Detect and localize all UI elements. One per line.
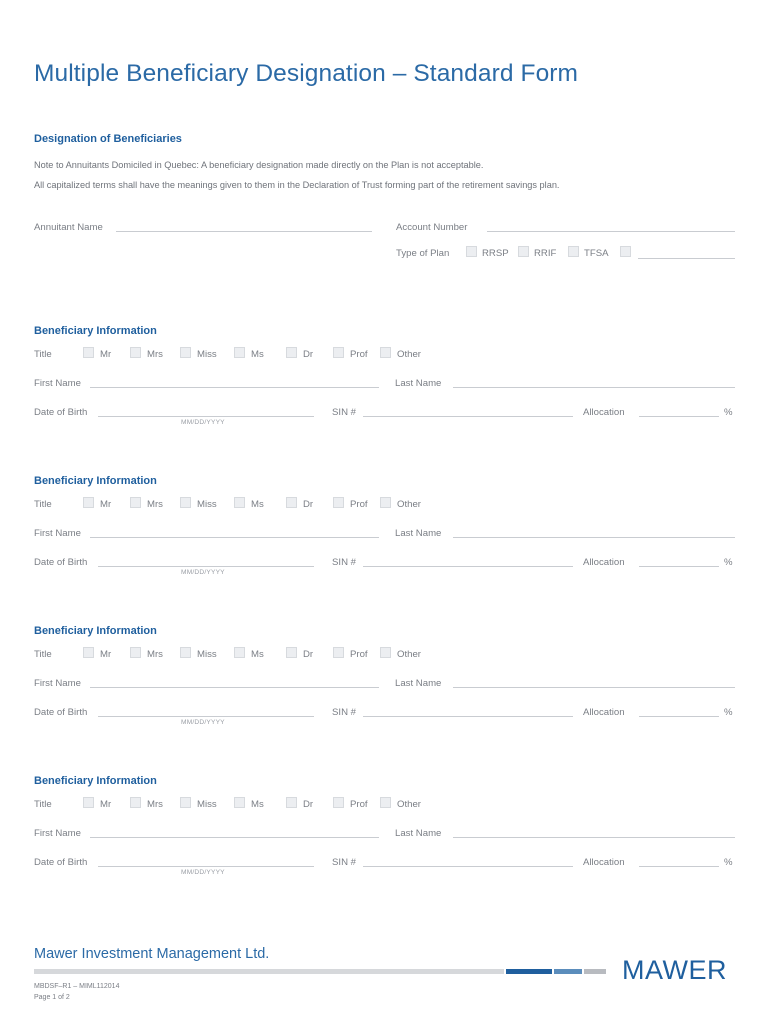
beneficiary-heading: Beneficiary Information bbox=[34, 475, 157, 487]
title-option-label: Prof bbox=[350, 349, 368, 360]
title-option-label: Other bbox=[397, 349, 421, 360]
dob-format-hint: MM/DD/YYYY bbox=[181, 719, 225, 726]
title-checkbox-ms[interactable] bbox=[234, 797, 245, 808]
first-name-label: First Name bbox=[34, 828, 81, 839]
footer-grey-bar bbox=[34, 969, 504, 974]
title-checkbox-mr[interactable] bbox=[83, 497, 94, 508]
title-checkbox-dr[interactable] bbox=[286, 497, 297, 508]
title-checkbox-prof[interactable] bbox=[333, 797, 344, 808]
allocation-field[interactable] bbox=[639, 566, 719, 567]
account-number-field[interactable] bbox=[487, 231, 735, 232]
other-plan-checkbox[interactable] bbox=[620, 246, 631, 257]
allocation-label: Allocation bbox=[583, 407, 625, 418]
quebec-note: Note to Annuitants Domiciled in Quebec: A beneficiary designation made directly on the Plan is not acceptable. bbox=[34, 160, 484, 170]
title-option-label: Dr bbox=[303, 799, 314, 810]
title-checkbox-mrs[interactable] bbox=[130, 497, 141, 508]
title-option-label: Mr bbox=[100, 799, 112, 810]
first-name-label: First Name bbox=[34, 528, 81, 539]
last-name-label: Last Name bbox=[395, 828, 442, 839]
type-of-plan-label: Type of Plan bbox=[396, 248, 450, 259]
allocation-field[interactable] bbox=[639, 716, 719, 717]
title-checkbox-other[interactable] bbox=[380, 347, 391, 358]
title-checkbox-dr[interactable] bbox=[286, 797, 297, 808]
title-option-label: Other bbox=[397, 499, 421, 510]
title-option-label: Ms bbox=[251, 799, 264, 810]
sin-field[interactable] bbox=[363, 416, 573, 417]
title-checkbox-mr[interactable] bbox=[83, 647, 94, 658]
last-name-field[interactable] bbox=[453, 687, 735, 688]
annuitant-name-field[interactable] bbox=[116, 231, 372, 232]
title-option-label: Ms bbox=[251, 349, 264, 360]
title-checkbox-dr[interactable] bbox=[286, 647, 297, 658]
title-label: Title bbox=[34, 349, 52, 360]
last-name-field[interactable] bbox=[453, 537, 735, 538]
title-option-label: Miss bbox=[197, 499, 217, 510]
title-checkbox-ms[interactable] bbox=[234, 497, 245, 508]
first-name-label: First Name bbox=[34, 678, 81, 689]
last-name-field[interactable] bbox=[453, 387, 735, 388]
rrsp-checkbox[interactable] bbox=[466, 246, 477, 257]
title-option-label: Mrs bbox=[147, 799, 163, 810]
sin-label: SIN # bbox=[332, 707, 356, 718]
beneficiary-heading: Beneficiary Information bbox=[34, 625, 157, 637]
title-option-label: Mr bbox=[100, 499, 112, 510]
allocation-field[interactable] bbox=[639, 866, 719, 867]
footer-end-bar bbox=[584, 969, 606, 974]
title-checkbox-ms[interactable] bbox=[234, 647, 245, 658]
title-option-label: Mrs bbox=[147, 349, 163, 360]
title-checkbox-other[interactable] bbox=[380, 647, 391, 658]
dob-field[interactable] bbox=[98, 716, 314, 717]
account-number-label: Account Number bbox=[396, 222, 468, 233]
page-title: Multiple Beneficiary Designation – Standard Form bbox=[34, 60, 579, 87]
title-checkbox-prof[interactable] bbox=[333, 647, 344, 658]
designation-heading: Designation of Beneficiaries bbox=[34, 133, 182, 145]
annuitant-name-label: Annuitant Name bbox=[34, 222, 103, 233]
last-name-label: Last Name bbox=[395, 378, 442, 389]
first-name-label: First Name bbox=[34, 378, 81, 389]
title-option-label: Prof bbox=[350, 649, 368, 660]
beneficiary-heading: Beneficiary Information bbox=[34, 775, 157, 787]
first-name-field[interactable] bbox=[90, 387, 379, 388]
tfsa-checkbox[interactable] bbox=[568, 246, 579, 257]
allocation-label: Allocation bbox=[583, 857, 625, 868]
title-option-label: Mrs bbox=[147, 499, 163, 510]
percent-sign: % bbox=[724, 707, 733, 718]
rrif-label: RRIF bbox=[534, 248, 557, 259]
title-checkbox-mr[interactable] bbox=[83, 797, 94, 808]
last-name-label: Last Name bbox=[395, 528, 442, 539]
sin-field[interactable] bbox=[363, 866, 573, 867]
title-option-label: Dr bbox=[303, 499, 314, 510]
first-name-field[interactable] bbox=[90, 537, 379, 538]
percent-sign: % bbox=[724, 557, 733, 568]
percent-sign: % bbox=[724, 407, 733, 418]
title-option-label: Ms bbox=[251, 499, 264, 510]
title-checkbox-miss[interactable] bbox=[180, 797, 191, 808]
sin-label: SIN # bbox=[332, 557, 356, 568]
title-option-label: Miss bbox=[197, 649, 217, 660]
title-checkbox-ms[interactable] bbox=[234, 347, 245, 358]
title-checkbox-mrs[interactable] bbox=[130, 347, 141, 358]
dob-label: Date of Birth bbox=[34, 857, 88, 868]
rrif-checkbox[interactable] bbox=[518, 246, 529, 257]
page-number: Page 1 of 2 bbox=[34, 994, 70, 1001]
title-option-label: Prof bbox=[350, 799, 368, 810]
footer-mid-bar bbox=[554, 969, 582, 974]
title-label: Title bbox=[34, 799, 52, 810]
company-name: Mawer Investment Management Ltd. bbox=[34, 946, 270, 962]
last-name-label: Last Name bbox=[395, 678, 442, 689]
title-option-label: Other bbox=[397, 799, 421, 810]
title-label: Title bbox=[34, 649, 52, 660]
first-name-field[interactable] bbox=[90, 837, 379, 838]
dob-label: Date of Birth bbox=[34, 707, 88, 718]
dob-label: Date of Birth bbox=[34, 407, 88, 418]
allocation-label: Allocation bbox=[583, 557, 625, 568]
sin-label: SIN # bbox=[332, 407, 356, 418]
title-checkbox-miss[interactable] bbox=[180, 347, 191, 358]
mawer-logo: MAWER bbox=[622, 955, 727, 985]
terms-note: All capitalized terms shall have the meanings given to them in the Declaration of Trust forming part of the retirement savings plan. bbox=[34, 180, 560, 190]
title-option-label: Dr bbox=[303, 649, 314, 660]
title-checkbox-mr[interactable] bbox=[83, 347, 94, 358]
title-checkbox-prof[interactable] bbox=[333, 347, 344, 358]
title-option-label: Mrs bbox=[147, 649, 163, 660]
title-checkbox-dr[interactable] bbox=[286, 347, 297, 358]
title-option-label: Mr bbox=[100, 349, 112, 360]
other-plan-field[interactable] bbox=[638, 258, 735, 259]
dob-field[interactable] bbox=[98, 416, 314, 417]
sin-field[interactable] bbox=[363, 716, 573, 717]
title-option-label: Ms bbox=[251, 649, 264, 660]
title-checkbox-other[interactable] bbox=[380, 797, 391, 808]
title-option-label: Mr bbox=[100, 649, 112, 660]
sin-field[interactable] bbox=[363, 566, 573, 567]
dob-format-hint: MM/DD/YYYY bbox=[181, 869, 225, 876]
percent-sign: % bbox=[724, 857, 733, 868]
sin-label: SIN # bbox=[332, 857, 356, 868]
dob-format-hint: MM/DD/YYYY bbox=[181, 419, 225, 426]
title-checkbox-prof[interactable] bbox=[333, 497, 344, 508]
title-checkbox-other[interactable] bbox=[380, 497, 391, 508]
title-checkbox-miss[interactable] bbox=[180, 497, 191, 508]
dob-label: Date of Birth bbox=[34, 557, 88, 568]
title-option-label: Miss bbox=[197, 799, 217, 810]
title-checkbox-mrs[interactable] bbox=[130, 647, 141, 658]
title-checkbox-mrs[interactable] bbox=[130, 797, 141, 808]
rrsp-label: RRSP bbox=[482, 248, 509, 259]
first-name-field[interactable] bbox=[90, 687, 379, 688]
title-checkbox-miss[interactable] bbox=[180, 647, 191, 658]
allocation-label: Allocation bbox=[583, 707, 625, 718]
footer-blue-bar bbox=[506, 969, 552, 974]
title-option-label: Prof bbox=[350, 499, 368, 510]
dob-format-hint: MM/DD/YYYY bbox=[181, 569, 225, 576]
dob-field[interactable] bbox=[98, 866, 314, 867]
title-option-label: Dr bbox=[303, 349, 314, 360]
allocation-field[interactable] bbox=[639, 416, 719, 417]
tfsa-label: TFSA bbox=[584, 248, 609, 259]
last-name-field[interactable] bbox=[453, 837, 735, 838]
form-code: MBDSF–R1 – MIML112014 bbox=[34, 983, 120, 990]
title-label: Title bbox=[34, 499, 52, 510]
title-option-label: Miss bbox=[197, 349, 217, 360]
beneficiary-heading: Beneficiary Information bbox=[34, 325, 157, 337]
dob-field[interactable] bbox=[98, 566, 314, 567]
title-option-label: Other bbox=[397, 649, 421, 660]
